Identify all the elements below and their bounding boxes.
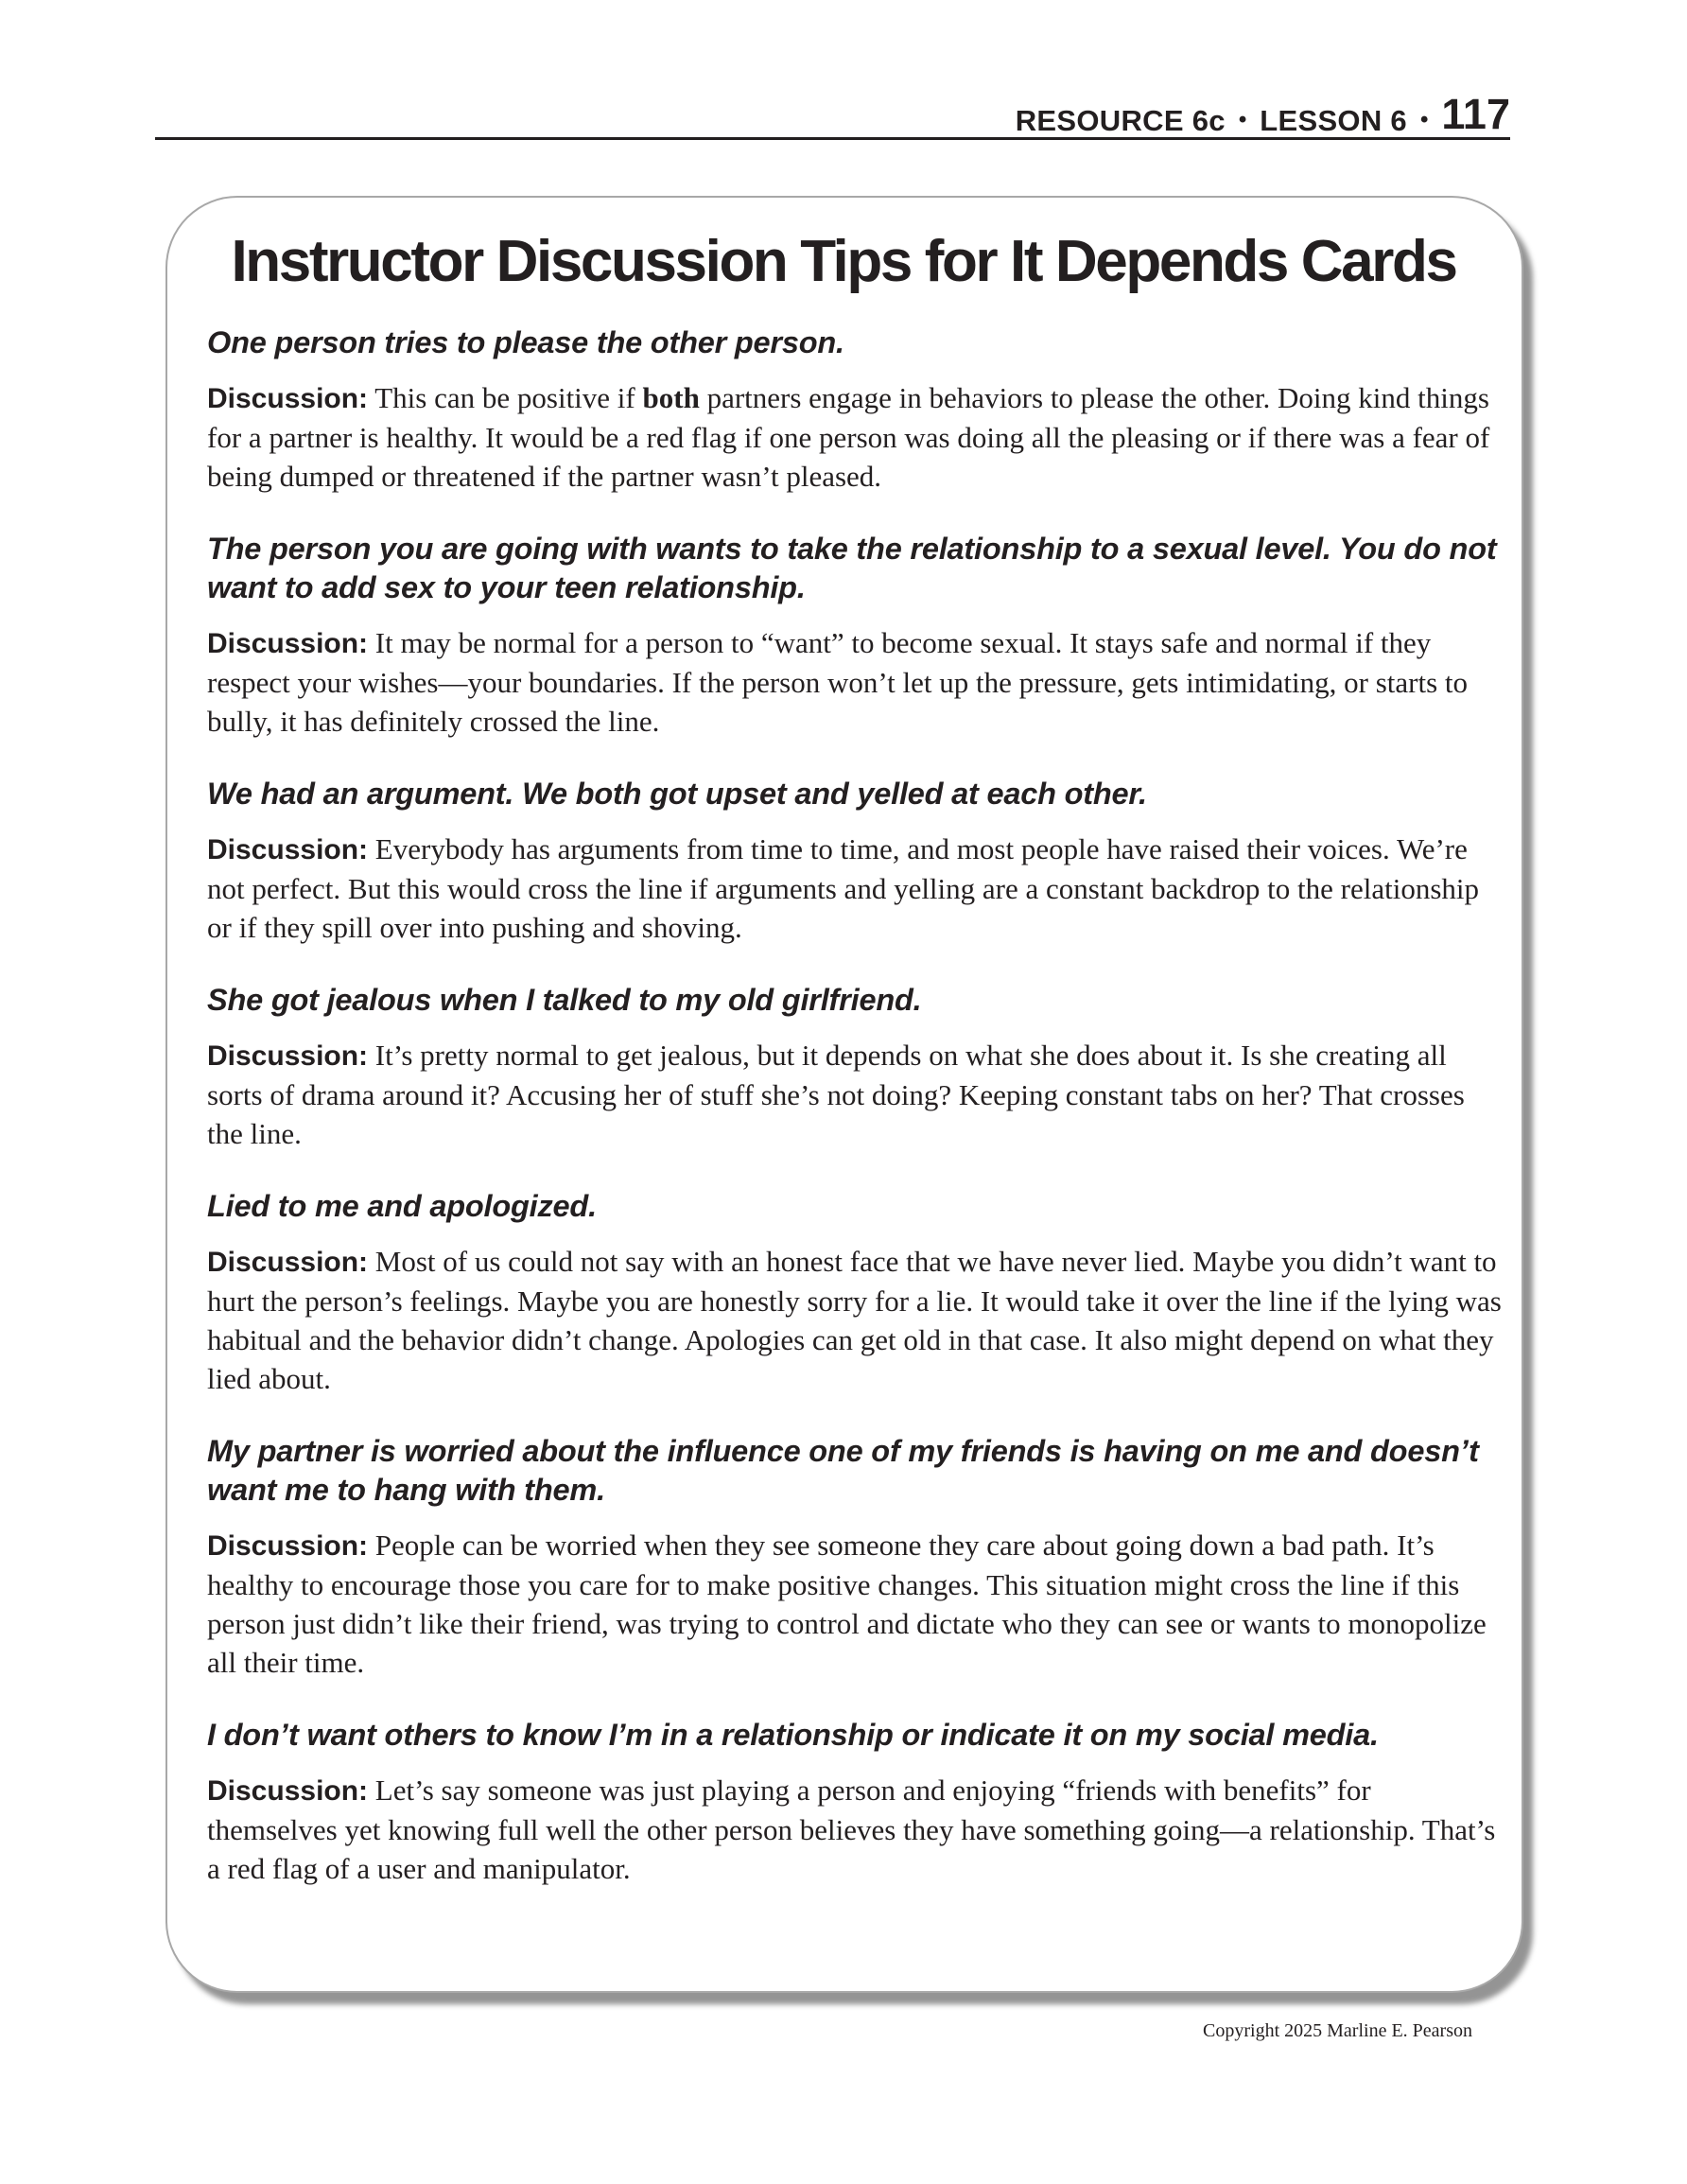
discussion-text: partners engage in behaviors to please the other. Doing kind things for a partner is healthy. It would be a red flag if one person was doing all the pleasing or if there was a fear of being dumped or threatened if the partner wasn’t pleased. bbox=[207, 381, 1490, 493]
list-item bbox=[207, 1716, 1503, 1888]
discussion-paragraph bbox=[207, 1771, 1503, 1888]
discussion-label: Discussion: bbox=[207, 628, 369, 659]
list-item bbox=[207, 323, 1503, 496]
card-prompt: My partner is worried about the influence one of my friends is having on me and doesn’t want me to hang with them. bbox=[207, 1434, 1479, 1507]
list-item bbox=[207, 981, 1503, 1153]
list-item bbox=[207, 1187, 1503, 1398]
header-bullet: • bbox=[1419, 107, 1429, 132]
card-title: Instructor Discussion Tips for It Depends Cards bbox=[231, 229, 1456, 294]
discussion-text: People can be worried when they see someone they care about going down a bad path. It’s healthy to encourage those you care for to make positive changes. This situation might cross the line if this person just didn’t like their friend, was trying to control and dictate who they can see or wants to monopolize all their time. bbox=[207, 1529, 1487, 1679]
discussion-paragraph bbox=[207, 1036, 1503, 1153]
emphasis-word: both bbox=[642, 381, 700, 414]
discussion-paragraph bbox=[207, 1526, 1503, 1682]
card-prompt: One person tries to please the other person. bbox=[207, 325, 844, 359]
discussion-text: Most of us could not say with an honest face that we have never lied. Maybe you didn’t want to hurt the person’s feelings. Maybe you are honestly sorry for a lie. It would take it over the line if the lying was habitual and the behavior didn’t change. Apologies can get old in that case. It also might depend on what they lied about. bbox=[207, 1245, 1502, 1395]
discussion-label: Discussion: bbox=[207, 383, 369, 414]
list-item bbox=[207, 530, 1503, 741]
discussion-paragraph bbox=[207, 830, 1503, 947]
discussion-label: Discussion: bbox=[207, 1775, 369, 1807]
discussion-paragraph bbox=[207, 378, 1503, 496]
copyright-notice: Copyright 2025 Marline E. Pearson bbox=[1203, 2020, 1472, 2041]
discussion-label: Discussion: bbox=[207, 1040, 369, 1072]
card-prompt: She got jealous when I talked to my old girlfriend. bbox=[207, 983, 922, 1017]
card-prompt: I don’t want others to know I’m in a relationship or indicate it on my social media. bbox=[207, 1718, 1379, 1752]
card-prompt: The person you are going with wants to take the relationship to a sexual level. You do not want to add sex to your teen relationship. bbox=[207, 532, 1497, 604]
lesson-label: LESSON 6 bbox=[1260, 104, 1407, 137]
discussion-text: It may be normal for a person to “want” to become sexual. It stays safe and normal if they respect your wishes—your boundaries. If the person won’t let up the pressure, gets intimidating, or starts to bully, it has definitely crossed the line. bbox=[207, 626, 1469, 738]
discussion-text: Everybody has arguments from time to time, and most people have raised their voices. We’re not perfect. But this would cross the line if arguments and yelling are a constant backdrop to the relationship or if they spill over into pushing and shoving. bbox=[207, 832, 1480, 944]
discussion-text: It’s pretty normal to get jealous, but it depends on what she does about it. Is she creating all sorts of drama around it? Accusing her of stuff she’s not doing? Keeping constant tabs on her? That crosses the line. bbox=[207, 1039, 1465, 1150]
page-header bbox=[155, 90, 1510, 140]
discussion-paragraph bbox=[207, 1242, 1503, 1398]
discussion-label: Discussion: bbox=[207, 1247, 369, 1278]
discussion-label: Discussion: bbox=[207, 1530, 369, 1562]
page-number: 117 bbox=[1441, 90, 1510, 138]
card-prompt: Lied to me and apologized. bbox=[207, 1189, 597, 1223]
card-prompt: We had an argument. We both got upset and yelled at each other. bbox=[207, 777, 1147, 811]
discussion-label: Discussion: bbox=[207, 834, 369, 865]
discussion-text: Let’s say someone was just playing a person and enjoying “friends with benefits” for themselves yet knowing full well the other person believes they have something going—a relationship. That’s a red flag of a user and manipulator. bbox=[207, 1773, 1496, 1885]
resource-label: RESOURCE 6c bbox=[1015, 104, 1226, 137]
discussion-list bbox=[207, 323, 1503, 1922]
discussion-text: This can be positive if bbox=[374, 381, 635, 414]
header-bullet: • bbox=[1238, 107, 1247, 132]
list-item bbox=[207, 775, 1503, 947]
discussion-paragraph bbox=[207, 623, 1503, 741]
list-item bbox=[207, 1432, 1503, 1682]
